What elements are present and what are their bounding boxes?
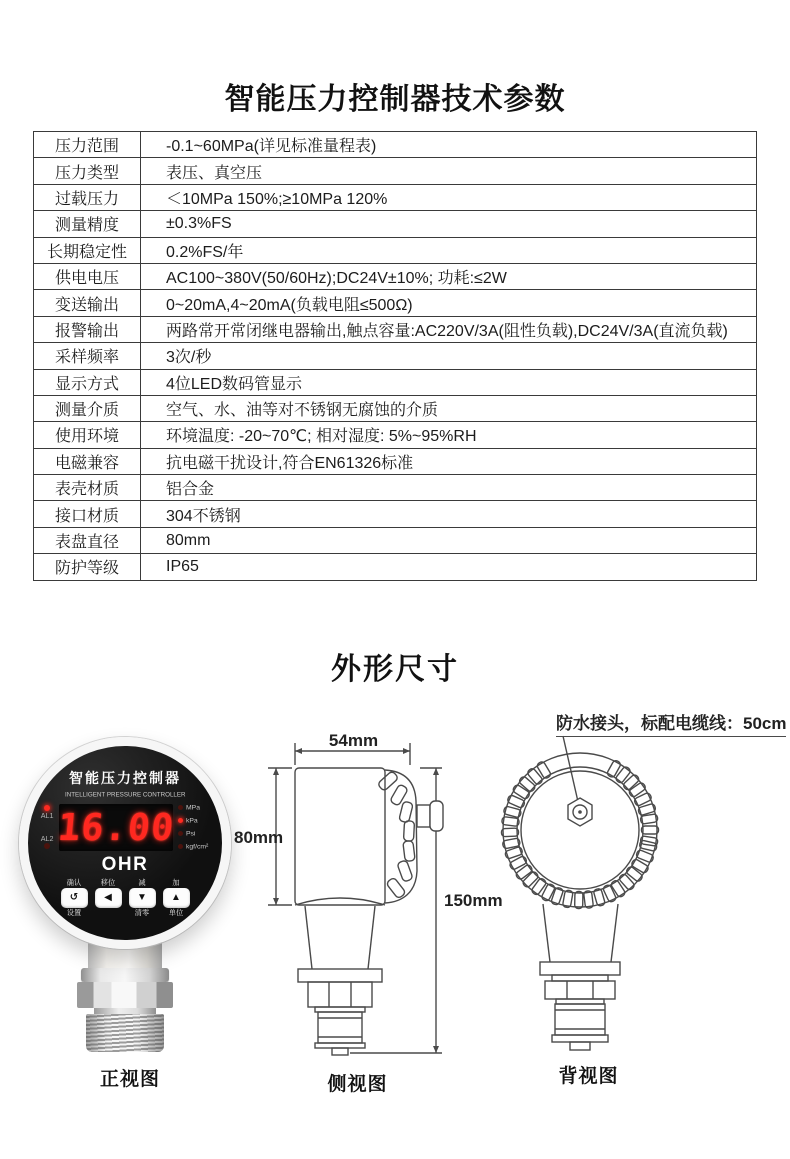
- spec-label: 压力范围: [34, 132, 141, 158]
- spec-label: 压力类型: [34, 158, 141, 184]
- unit-dot: [178, 818, 183, 823]
- unit-dot: [178, 844, 183, 849]
- unit-indicator: [178, 803, 215, 812]
- spec-value: AC100~380V(50/60Hz);DC24V±10%; 功耗:≤2W: [141, 263, 757, 289]
- spec-value: 空气、水、油等对不锈钢无腐蚀的介质: [141, 395, 757, 421]
- spec-row: [34, 554, 757, 580]
- unit-indicators: [173, 803, 215, 851]
- brand-logo: OHR: [101, 854, 149, 875]
- spec-value: 0.2%FS/年: [141, 237, 757, 263]
- button-top-label: 确认: [66, 878, 82, 887]
- spec-value: 4位LED数码管显示: [141, 369, 757, 395]
- dim-total-height-label: 150mm: [444, 891, 503, 910]
- spec-label: 测量精度: [34, 211, 141, 237]
- unit-indicator: [178, 842, 215, 851]
- al1-indicator-dot: [44, 805, 50, 811]
- side-view-drawing: [230, 725, 480, 1060]
- spec-row: [34, 501, 757, 527]
- device-button-group: [129, 878, 156, 918]
- spec-value: 抗电磁干扰设计,符合EN61326标准: [141, 448, 757, 474]
- unit-label: MPa: [186, 803, 200, 812]
- spec-value: IP65: [141, 554, 757, 580]
- gland-annotation: 防水接头，标配电缆线：50cm: [556, 709, 786, 737]
- side-fins: [377, 771, 415, 899]
- spec-value: 表压、真空压: [141, 158, 757, 184]
- sensor-hex-nut: [77, 982, 173, 1008]
- spec-label: 变送输出: [34, 290, 141, 316]
- led-display-value: 16.00: [55, 805, 177, 849]
- spec-label: 供电电压: [34, 263, 141, 289]
- unit-dot: [178, 831, 183, 836]
- spec-row: [34, 237, 757, 263]
- spec-row: [34, 316, 757, 342]
- button-top-label: 移位: [100, 878, 116, 887]
- spec-row: [34, 263, 757, 289]
- spec-value: ＜10MPa 150%;≥10MPa 120%: [141, 184, 757, 210]
- led-zone: [35, 803, 215, 851]
- back-fins: [501, 759, 658, 908]
- spec-row: [34, 422, 757, 448]
- unit-indicator: [178, 829, 215, 838]
- sensor-flange: [81, 968, 169, 982]
- spec-row: [34, 132, 757, 158]
- device-button-加: ▲: [163, 888, 190, 908]
- unit-indicator: [178, 816, 215, 825]
- specs-table: [33, 131, 757, 581]
- spec-value: 3次/秒: [141, 343, 757, 369]
- device-button-group: [61, 878, 88, 918]
- button-top-label: 加: [172, 878, 180, 887]
- unit-dot: [178, 805, 183, 810]
- spec-value: 环境温度: -20~70℃; 相对湿度: 5%~95%RH: [141, 422, 757, 448]
- button-bottom-label: 设置: [66, 908, 82, 917]
- device-button-确认: ↺: [61, 888, 88, 908]
- button-bottom-label: 单位: [168, 908, 184, 917]
- spec-value: ±0.3%FS: [141, 211, 757, 237]
- unit-label: kPa: [186, 816, 198, 825]
- dim-width-label: 54mm: [328, 731, 379, 750]
- spec-label: 测量介质: [34, 395, 141, 421]
- spec-label: 采样频率: [34, 343, 141, 369]
- spec-label: 长期稳定性: [34, 237, 141, 263]
- page-title: 智能压力控制器技术参数: [224, 83, 566, 116]
- spec-label: 表壳材质: [34, 475, 141, 501]
- spec-label: 接口材质: [34, 501, 141, 527]
- caption-front-view: 正视图: [99, 1069, 160, 1090]
- spec-label: 防护等级: [34, 554, 141, 580]
- spec-value: 铝合金: [141, 475, 757, 501]
- dim-body-height-label: 80mm: [234, 828, 284, 847]
- spec-label: 显示方式: [34, 369, 141, 395]
- spec-value: -0.1~60MPa(详见标准量程表): [141, 132, 757, 158]
- spec-label: 表盘直径: [34, 527, 141, 553]
- spec-value: 两路常开常闭继电器输出,触点容量:AC220V/3A(阻性负载),DC24V/3A(直流负载): [141, 316, 757, 342]
- spec-value: 80mm: [141, 527, 757, 553]
- spec-row: [34, 184, 757, 210]
- spec-row: [34, 211, 757, 237]
- device-button-strip: [61, 878, 190, 918]
- device-button-group: [163, 878, 190, 918]
- caption-back-view: 背视图: [558, 1066, 619, 1087]
- spec-row: [34, 475, 757, 501]
- spec-row: [34, 527, 757, 553]
- gauge-face: [19, 737, 231, 949]
- alarm-label: AL2: [40, 834, 54, 843]
- spec-label: 过载压力: [34, 184, 141, 210]
- sensor-thread: [86, 1014, 164, 1052]
- spec-row: [34, 158, 757, 184]
- spec-row: [34, 290, 757, 316]
- unit-label: Psi: [186, 829, 196, 838]
- specs-table-body: [34, 132, 757, 581]
- caption-side-view: 侧视图: [327, 1074, 388, 1095]
- led-display: [55, 804, 177, 851]
- button-top-label: 减: [138, 878, 146, 887]
- button-bottom-label: 清零: [134, 908, 150, 917]
- spec-row: [34, 343, 757, 369]
- alarm-label: AL1: [40, 811, 54, 820]
- spec-row: [34, 395, 757, 421]
- back-view-drawing: [480, 700, 790, 1100]
- spec-label: 使用环境: [34, 422, 141, 448]
- device-button-移位: ◀: [95, 888, 122, 908]
- spec-label: 报警输出: [34, 316, 141, 342]
- device-button-group: [95, 878, 122, 918]
- spec-row: [34, 369, 757, 395]
- spec-value: 0~20mA,4~20mA(负载电阻≤500Ω): [141, 290, 757, 316]
- section-title-dimensions: 外形尺寸: [331, 653, 459, 686]
- al2-indicator-dot: [44, 843, 50, 849]
- device-button-减: ▼: [129, 888, 156, 908]
- spec-value: 304不锈钢: [141, 501, 757, 527]
- device-name-cn: 智能压力控制器: [69, 770, 181, 786]
- spec-label: 电磁兼容: [34, 448, 141, 474]
- unit-label: kgf/cm²: [186, 842, 209, 851]
- alarm-indicators: [35, 805, 59, 849]
- spec-row: [34, 448, 757, 474]
- device-name-en: INTELLIGENT PRESSURE CONTROLLER: [64, 790, 186, 799]
